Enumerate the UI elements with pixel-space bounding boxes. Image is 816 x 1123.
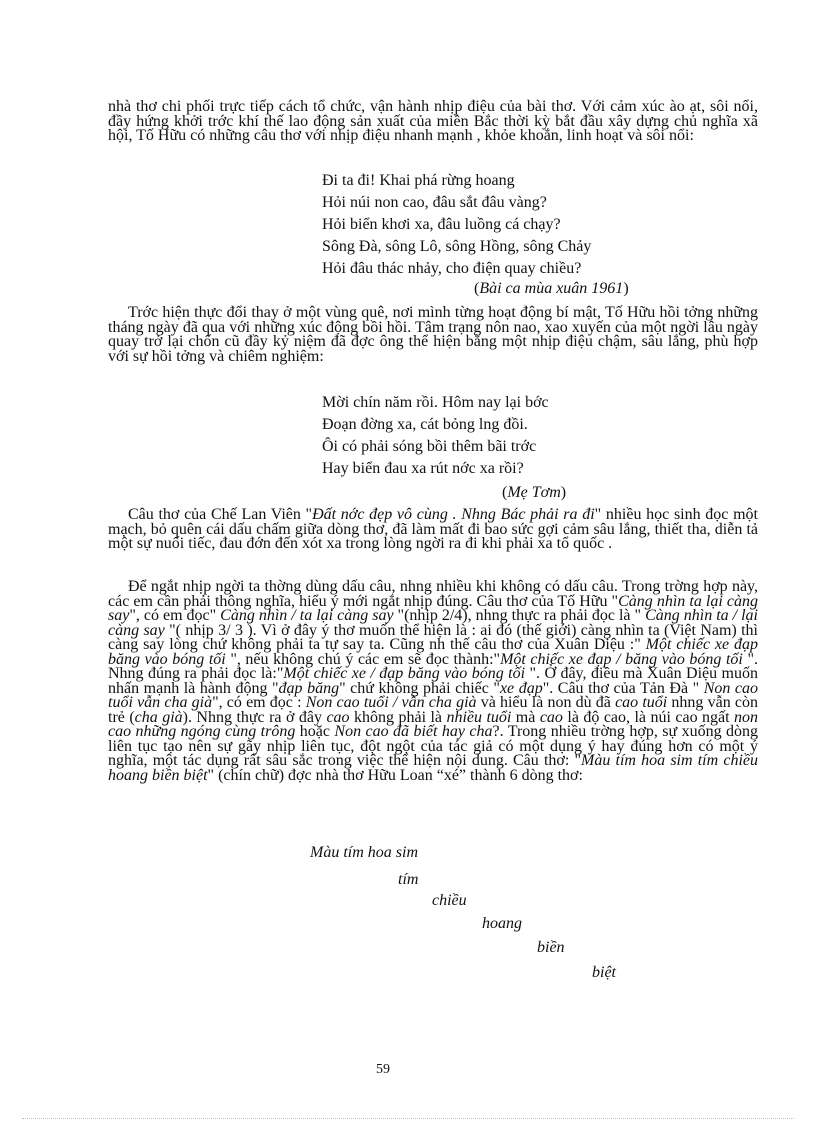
poem-line: Hỏi biển khơi xa, đâu luồng cá chạy?	[322, 216, 561, 233]
staircase-line-5: biền	[537, 939, 565, 956]
poem-source: (Mẹ Tơm)	[502, 484, 567, 501]
page-number: 59	[376, 1062, 390, 1077]
poem-line: Ôi có phải sóng bồi thêm bãi trớc	[322, 438, 537, 455]
staircase-line-2: tím	[398, 871, 419, 888]
poem-line: Hỏi núi non cao, đâu sắt đâu vàng?	[322, 194, 547, 211]
poem-line: Đi ta đi! Khai phá rừng hoang	[322, 172, 515, 189]
poem-line: Sông Đà, sông Lô, sông Hồng, sông Chảy	[322, 238, 592, 255]
poem-source: (Bài ca mùa xuân 1961)	[474, 280, 629, 297]
page-bottom-divider	[22, 1118, 794, 1119]
staircase-line-3: chiều	[432, 892, 467, 909]
poem-line: Hỏi đâu thác nhảy, cho điện quay chiều?	[322, 260, 582, 277]
poem-line: Đoạn đờng xa, cát bỏng lng đồi.	[322, 416, 528, 433]
paragraph-intro: nhà thơ chi phối trực tiếp cách tổ chức, vận hành nhịp điệu của bài thơ. Với cảm xúc ào ạt, sôi nổi, đầy hứng khởi trớc khí thế lao động sản xuất của miền Bắc thời kỳ bắt đầu xây dựng chủ nghĩa xã hội, Tố Hữu có những câu thơ với nhịp điệu nhanh mạnh , khỏe khoắn, linh hoạt và sôi nổi:	[108, 98, 758, 144]
paragraph-rhythm: Để ngắt nhịp ngời ta thờng dùng dấu câu, nhng nhiều khi không có dấu câu. Trong trờng hợp này, các em cần phải thông nghĩa, hiểu ý mới ngắt nhịp đúng. Câu thơ của Tố Hữu "Càng nhìn ta lại càng say", có em đọc" Càng nhìn / ta lại càng say "(nhịp 2/4), nhng thực ra phải đọc là " Càng nhìn ta / lại càng say "( nhịp 3/ 3 ). Vì ở đây ý thơ muốn thể hiện là : ai đó (thế giới) càng nhìn ta (Việt Nam) thì càng say lòng chứ không phải ta tự say ta. Cũng nh thế câu thơ của Xuân Diệu :" Một chiếc xe đạp băng vào bóng tối ", nếu không chú ý các em sẽ đọc thành:"Một chiếc xe đạp / băng vào bóng tối ". Nhng đúng ra phải đọc là:"Một chiếc xe / đạp băng vào bóng tối ". Ở đây, điều mà Xuân Diệu muốn nhấn mạnh là hành động "đạp băng" chứ không phải chiếc "xe đạp". Câu thơ của Tản Đà " Non cao tuổi vẫn cha già", có em đọc : Non cao tuổi / vẫn cha già và hiểu là non dù đã cao tuổi nhng vẫn còn trẻ (cha già). Nhng thực ra ở đây cao không phải là nhiều tuổi mà cao là độ cao, là núi cao ngất non cao những ngóng cùng trông hoặc Non cao đã biết hay cha?. Trong nhiều trờng hợp, sự xuống dòng liên tục tạo nên sự gãy nhịp liên tục, đột ngột của tác giả có một dụng ý hay đúng hơn có một ý nghĩa, một tác dụng rất sâu sắc trong việc thể hiện nội dung. Câu thơ: "Màu tím hoa sim tím chiều hoang biền biệt" (chín chữ) đợc nhà thơ Hữu Loan “xé” thành 6 dòng thơ:	[108, 578, 759, 784]
poem-line: Hay biển đau xa rút nớc xa rồi?	[322, 460, 524, 477]
poem-line: Mời chín năm rồi. Hôm nay lại bớc	[322, 394, 549, 411]
poem-bai-ca-mua-xuan	[322, 170, 591, 280]
poem-me-tom	[322, 392, 549, 480]
staircase-line-1: Màu tím hoa sim	[310, 844, 418, 861]
paragraph-recall: Trớc hiện thực đổi thay ở một vùng quê, nơi mình từng hoạt động bí mật, Tố Hữu hồi tởng những tháng ngày đã qua với những xúc động bồi hồi. Tâm trạng nôn nao, xao xuyến của một ngời lâu ngày quay trở lại chốn cũ đầy kỷ niệm đã đợc ông thể hiện bằng một nhịp điệu chậm, sâu lắng, phù hợp với sự hồi tởng và chiêm nghiệm:	[108, 304, 758, 365]
staircase-line-6: biệt	[592, 964, 616, 981]
staircase-line-4: hoang	[482, 915, 522, 932]
paragraph-che-lan-vien: Câu thơ của Chế Lan Viên "Đất nớc đẹp vô cùng . Nhng Bác phải ra đi" nhiều học sinh đọc một mạch, bỏ quên cái dấu chấm giữa dòng thơ, đã làm mất đi bao sức gợi cảm sâu lắng, thiết tha, diễn tả một sự nuối tiếc, đau đớn đến xót xa trong lòng ngời ra đi khi phải xa tổ quốc .	[108, 506, 758, 552]
